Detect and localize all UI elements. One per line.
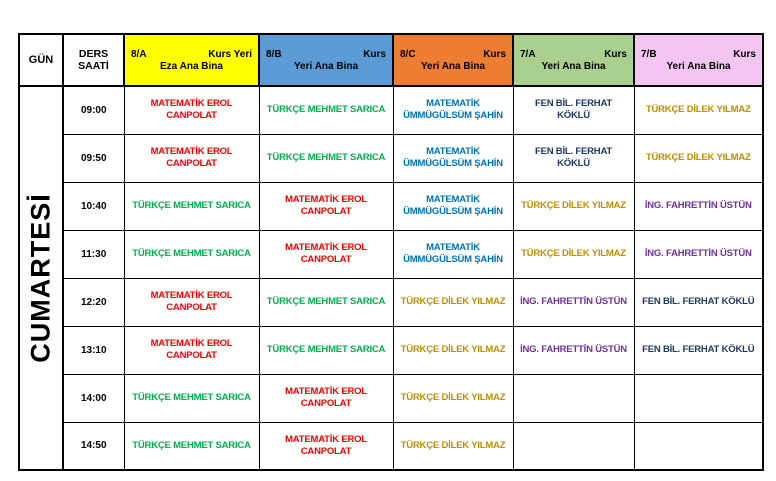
lesson-time-column-header: DERS SAATİ (63, 34, 124, 86)
lesson-cell: MATEMATİK ÜMMÜGÜLSÜM ŞAHİN (393, 182, 513, 230)
time-cell: 13:10 (63, 326, 124, 374)
lesson-cell: MATEMATİK EROL CANPOLAT (124, 278, 259, 326)
location-label: Yeri Ana Bina (541, 60, 606, 72)
lesson-cell: TÜRKÇE DİLEK YILMAZ (513, 230, 634, 278)
time-cell: 09:50 (63, 134, 124, 182)
lesson-cell: TÜRKÇE DİLEK YILMAZ (634, 134, 763, 182)
lesson-cell: TÜRKÇE MEHMET SARICA (259, 326, 393, 374)
class-name: 7/A (520, 48, 536, 60)
day-label: CUMARTESİ (25, 193, 56, 363)
header-row (19, 34, 763, 86)
kurs-label: Kurs (604, 48, 627, 60)
timetable-row (19, 422, 763, 470)
lesson-cell: MATEMATİK EROL CANPOLAT (259, 422, 393, 470)
lesson-cell: MATEMATİK ÜMMÜGÜLSÜM ŞAHİN (393, 230, 513, 278)
timetable-row (19, 230, 763, 278)
location-label: Yeri Ana Bina (666, 60, 731, 72)
lesson-cell: FEN BİL. FERHAT KÖKLÜ (513, 134, 634, 182)
lesson-cell: MATEMATİK EROL CANPOLAT (259, 182, 393, 230)
time-cell: 09:00 (63, 86, 124, 134)
kurs-label: Kurs Yeri (208, 48, 252, 60)
lesson-cell: İNG. FAHRETTİN ÜSTÜN (513, 326, 634, 374)
lesson-cell: İNG. FAHRETTİN ÜSTÜN (513, 278, 634, 326)
lesson-cell: MATEMATİK EROL CANPOLAT (124, 86, 259, 134)
course-timetable (18, 33, 764, 471)
lesson-cell: FEN BİL. FERHAT KÖKLÜ (513, 86, 634, 134)
class-header-8a (124, 34, 259, 86)
lesson-cell (513, 422, 634, 470)
class-name: 8/B (266, 48, 282, 60)
lesson-cell: MATEMATİK EROL CANPOLAT (124, 134, 259, 182)
timetable-row (19, 182, 763, 230)
lesson-cell: TÜRKÇE MEHMET SARICA (124, 230, 259, 278)
class-name: 8/A (131, 48, 147, 60)
lesson-cell (634, 422, 763, 470)
day-cell (19, 86, 63, 470)
lesson-cell: TÜRKÇE DİLEK YILMAZ (393, 278, 513, 326)
lesson-cell: TÜRKÇE MEHMET SARICA (124, 182, 259, 230)
timetable-row (19, 86, 763, 134)
lesson-cell: TÜRKÇE DİLEK YILMAZ (513, 182, 634, 230)
timetable-row (19, 278, 763, 326)
location-label: Yeri Ana Bina (293, 60, 359, 72)
lesson-cell: TÜRKÇE MEHMET SARICA (259, 278, 393, 326)
lesson-cell: İNG. FAHRETTİN ÜSTÜN (634, 230, 763, 278)
timetable-row (19, 374, 763, 422)
lesson-cell: TÜRKÇE MEHMET SARICA (259, 134, 393, 182)
class-name: 7/B (641, 48, 657, 60)
time-cell: 11:30 (63, 230, 124, 278)
timetable-row (19, 326, 763, 374)
lesson-cell: FEN BİL. FERHAT KÖKLÜ (634, 326, 763, 374)
time-cell: 10:40 (63, 182, 124, 230)
lesson-cell: MATEMATİK EROL CANPOLAT (124, 326, 259, 374)
location-label: Eza Ana Bina (160, 60, 223, 72)
lesson-cell: MATEMATİK ÜMMÜGÜLSÜM ŞAHİN (393, 134, 513, 182)
class-header-7b (634, 34, 763, 86)
location-label: Yeri Ana Bina (420, 60, 486, 72)
lesson-cell: İNG. FAHRETTİN ÜSTÜN (634, 182, 763, 230)
lesson-cell: MATEMATİK ÜMMÜGÜLSÜM ŞAHİN (393, 86, 513, 134)
time-cell: 14:00 (63, 374, 124, 422)
lesson-cell: TÜRKÇE DİLEK YILMAZ (393, 374, 513, 422)
lesson-cell: TÜRKÇE DİLEK YILMAZ (393, 422, 513, 470)
class-header-7a (513, 34, 634, 86)
timetable-body (19, 86, 763, 470)
lesson-cell: TÜRKÇE MEHMET SARICA (259, 86, 393, 134)
kurs-label: Kurs (363, 48, 386, 60)
timetable-row (19, 134, 763, 182)
lesson-cell (634, 374, 763, 422)
lesson-cell: FEN BİL. FERHAT KÖKLÜ (634, 278, 763, 326)
class-header-8c (393, 34, 513, 86)
lesson-cell: TÜRKÇE DİLEK YILMAZ (634, 86, 763, 134)
time-cell: 14:50 (63, 422, 124, 470)
lesson-cell: TÜRKÇE DİLEK YILMAZ (393, 326, 513, 374)
class-name: 8/C (400, 48, 416, 60)
lesson-cell: MATEMATİK EROL CANPOLAT (259, 374, 393, 422)
kurs-label: Kurs (483, 48, 506, 60)
time-cell: 12:20 (63, 278, 124, 326)
class-header-8b (259, 34, 393, 86)
day-column-header: GÜN (19, 34, 63, 86)
lesson-cell: TÜRKÇE MEHMET SARICA (124, 374, 259, 422)
kurs-label: Kurs (733, 48, 756, 60)
lesson-cell (513, 374, 634, 422)
lesson-cell: MATEMATİK EROL CANPOLAT (259, 230, 393, 278)
lesson-cell: TÜRKÇE MEHMET SARICA (124, 422, 259, 470)
